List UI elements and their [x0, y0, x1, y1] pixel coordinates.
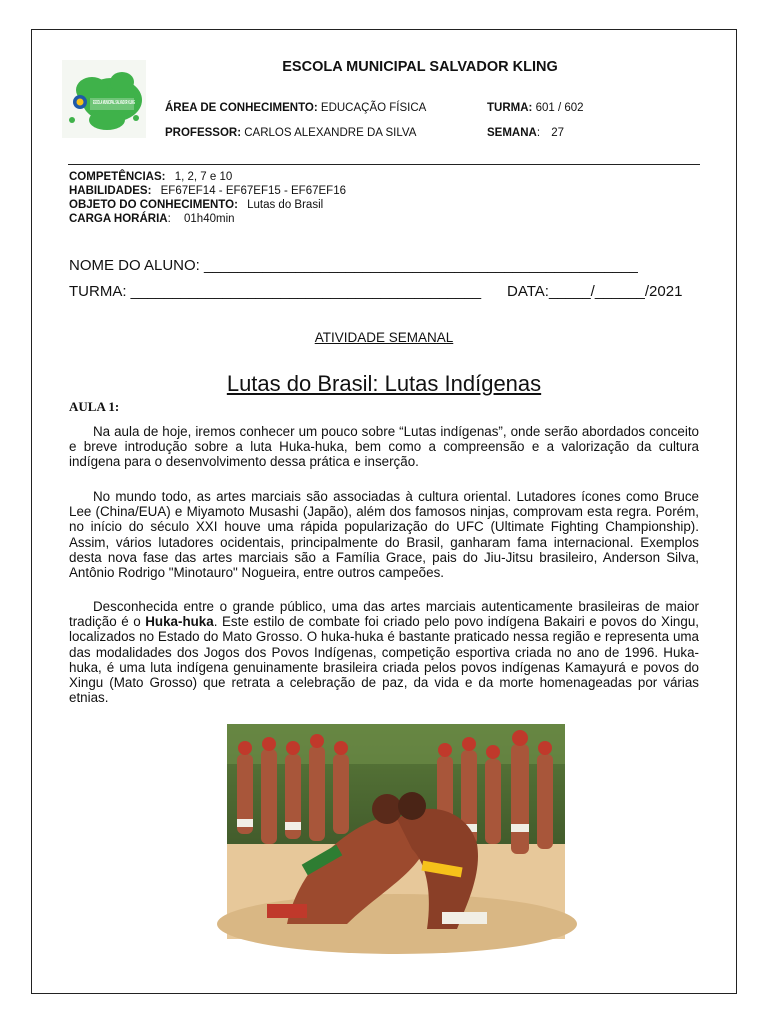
area-label: ÁREA DE CONHECIMENTO:	[165, 102, 318, 114]
skills-label: HABILIDADES:	[69, 185, 152, 197]
week-label: SEMANA	[487, 127, 537, 139]
paragraph-huka-huka	[69, 599, 699, 705]
workload-label: CARGA HORÁRIA	[69, 213, 168, 225]
workload-colon: :	[167, 213, 171, 225]
week-value: 27	[551, 127, 565, 139]
logo-text: ESCOLA MUNICIPAL SALVADOR KLING	[93, 100, 136, 106]
workload-line	[69, 213, 235, 225]
skills-line	[69, 185, 346, 197]
class-value: 601 / 602	[535, 102, 584, 114]
teacher-label: PROFESSOR:	[165, 127, 242, 139]
week-colon: :	[536, 127, 541, 139]
knowledge-object-value: Lutas do Brasil	[247, 199, 324, 211]
teacher-field	[165, 127, 416, 139]
competencies-label: COMPETÊNCIAS:	[69, 171, 166, 183]
area-field	[165, 102, 426, 114]
student-class-field[interactable]: TURMA: __________________________________________	[69, 283, 482, 300]
huka-huka-photo	[227, 724, 565, 939]
knowledge-object-label: OBJETO DO CONHECIMENTO:	[69, 199, 238, 211]
workload-value: 01h40min	[184, 213, 235, 225]
skills-value: EF67EF14 - EF67EF15 - EF67EF16	[160, 185, 346, 197]
date-field[interactable]: DATA:_____/______/2021	[507, 283, 683, 300]
teacher-value: CARLOS ALEXANDRE DA SILVA	[244, 127, 417, 139]
knowledge-object-line	[69, 199, 323, 211]
huka-huka-term: Huka-huka	[145, 614, 214, 630]
class-field	[487, 102, 584, 114]
school-logo	[62, 60, 146, 138]
student-name-field[interactable]: NOME DO ALUNO: ____________________________________________________	[69, 257, 638, 274]
lesson-label: AULA 1:	[69, 399, 120, 414]
area-value: EDUCAÇÃO FÍSICA	[320, 102, 427, 114]
school-name: ESCOLA MUNICIPAL SALVADOR KLING	[282, 59, 558, 75]
paragraph-huka-huka-end: . Este estilo de combate foi criado pelo povo indígena Bakairi e povos do Xingu, localizados no Estado do Mato Grosso. O huka-huka é bastante praticado nessa região e representa uma das modalidades dos Jogos dos Povos Indígenas, competição esportiva criada no ano de 1996. Huka-huka, é uma luta indígena genuinamente brasileira criada pelos povos indígenas Kamayurá e povos do Xingu (Mato Grosso) que retrata a celebração de paz, da vida e da morte homenageadas por várias etnias.	[69, 614, 699, 706]
week-field	[487, 127, 564, 139]
page-title: Lutas do Brasil: Lutas Indígenas	[226, 371, 542, 396]
activity-heading: ATIVIDADE SEMANAL	[314, 330, 454, 345]
paragraph-martial-arts: No mundo todo, as artes marciais são associadas à cultura oriental. Lutadores ícones como Bruce Lee (China/EUA) e Miyamoto Musashi (Japão), além dos famosos ninjas, comprovam esta regra. Porém, no início do século XXI houve uma rápida popularização do UFC (Ultimate Fighting Championship). Assim, vários lutadores ocidentais, principalmente do Brasil, ganharam fama internacional. Exemplos desta nova fase das artes marciais são a Família Grace, pais do Jiu-Jitsu brasileiro, Anderson Silva, Antônio Rodrigo "Minotauro" Nogueira, entre outros campeões.	[69, 489, 699, 581]
class-label: TURMA:	[487, 102, 533, 114]
paragraph-huka-huka-start: Desconhecida entre o grande público, uma das artes marciais autenticamente brasileiras de maior tradição é o	[69, 599, 699, 630]
paragraph-intro: Na aula de hoje, iremos conhecer um pouco sobre “Lutas indígenas”, onde serão abordados conceito e breve introdução sobre a luta Huka-huka, bem como a compreensão e a valorização da cultura indígena para o desenvolvimento dessa prática e inserção.	[69, 424, 699, 470]
competencies-line	[69, 171, 232, 183]
competencies-value: 1, 2, 7 e 10	[174, 171, 233, 183]
header-divider	[68, 164, 700, 165]
